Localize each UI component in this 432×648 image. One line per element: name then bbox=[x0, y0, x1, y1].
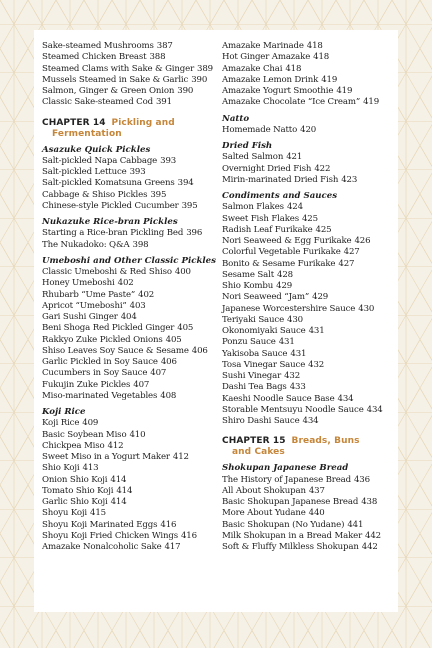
entry-title: Shiso Leaves Soy Sauce & Sesame bbox=[42, 345, 189, 356]
entry-title: Amazake Chai bbox=[222, 63, 283, 74]
entry-page-number: 390 bbox=[177, 86, 194, 96]
toc-entry bbox=[222, 497, 400, 508]
entry-title: Onion Shio Koji bbox=[42, 474, 108, 485]
entry-title: Chickpea Miso bbox=[42, 440, 105, 451]
entry-title: Mussels Steamed in Sake & Garlic bbox=[42, 74, 189, 85]
entry-title: Homemade Natto bbox=[222, 124, 298, 135]
toc-entry bbox=[222, 315, 400, 326]
entry-title: Nori Seaweed & Egg Furikake bbox=[222, 236, 352, 246]
entry-page-number: 387 bbox=[156, 41, 173, 51]
toc-entry bbox=[222, 304, 400, 315]
entry-page-number: 409 bbox=[82, 418, 99, 429]
entry-title: Sweet Miso in a Yogurt Maker bbox=[42, 452, 170, 462]
toc-entry bbox=[222, 247, 400, 258]
toc-entry bbox=[42, 418, 220, 429]
toc-entry bbox=[42, 290, 220, 301]
entry-page-number: 414 bbox=[116, 485, 133, 496]
toc-entry bbox=[222, 41, 400, 52]
entry-title: Basic Soybean Miso bbox=[42, 429, 127, 440]
chapter-heading bbox=[42, 118, 220, 140]
entry-title: Kaeshi Noodle Sauce Base bbox=[222, 393, 335, 404]
toc-entry bbox=[222, 152, 400, 163]
entry-title: Hot Ginger Amazake bbox=[222, 52, 311, 63]
entry-page-number: 395 bbox=[150, 189, 167, 200]
toc-entry bbox=[42, 267, 220, 278]
entry-page-number: 429 bbox=[312, 292, 329, 303]
entry-page-number: 393 bbox=[129, 167, 146, 177]
section-heading: Asazuke Quick Pickles bbox=[42, 144, 151, 155]
entry-page-number: 412 bbox=[172, 452, 189, 462]
entry-page-number: 414 bbox=[110, 497, 127, 507]
toc-entry bbox=[42, 452, 220, 463]
section-heading: Umeboshi and Other Classic Pickles bbox=[42, 255, 216, 266]
entry-page-number: 436 bbox=[353, 474, 370, 485]
entry-title: Amazake Marinade bbox=[222, 41, 304, 51]
entry-page-number: 432 bbox=[284, 371, 301, 381]
entry-page-number: 402 bbox=[117, 278, 134, 289]
toc-entry bbox=[42, 240, 220, 251]
entry-page-number: 431 bbox=[308, 326, 325, 336]
toc-column-right bbox=[222, 41, 400, 553]
toc-entry bbox=[42, 41, 220, 52]
entry-page-number: 410 bbox=[129, 429, 146, 440]
entry-page-number: 432 bbox=[308, 359, 325, 370]
entry-page-number: 433 bbox=[289, 382, 306, 393]
chapter-number: CHAPTER 14 bbox=[42, 117, 106, 128]
entry-page-number: 403 bbox=[129, 300, 146, 311]
toc-entry bbox=[222, 382, 400, 393]
section-heading: Condiments and Sauces bbox=[222, 191, 338, 201]
entry-title: Garlic Shio Koji bbox=[42, 497, 108, 507]
entry-page-number: 442 bbox=[365, 530, 381, 541]
toc-entry bbox=[222, 405, 400, 416]
toc-entry bbox=[222, 326, 400, 337]
entry-page-number: 405 bbox=[177, 323, 194, 334]
entry-page-number: 441 bbox=[347, 519, 364, 530]
entry-page-number: 431 bbox=[290, 348, 307, 359]
entry-title: Shiro Dashi Sauce bbox=[222, 416, 300, 426]
entry-title: The Nukadoko: Q&A bbox=[42, 239, 130, 250]
entry-title: Bonito & Sesame Furikake bbox=[222, 258, 336, 269]
entry-title: Colorful Vegetable Furikake bbox=[222, 247, 341, 258]
toc-entry bbox=[42, 346, 220, 357]
toc-entry bbox=[42, 520, 220, 531]
entry-title: Soft & Fluffy Milkless Shokupan bbox=[222, 542, 359, 552]
toc-entry bbox=[222, 236, 400, 247]
toc-entry bbox=[42, 391, 220, 402]
toc-entry bbox=[222, 416, 400, 427]
entry-title: Tosa Vinegar Sauce bbox=[222, 359, 306, 370]
chapter-title-continued: Fermentation bbox=[52, 128, 122, 139]
toc-entry bbox=[42, 86, 220, 97]
toc-entry bbox=[222, 337, 400, 348]
entry-page-number: 406 bbox=[160, 357, 177, 367]
entry-page-number: 430 bbox=[287, 314, 303, 325]
toc-entry bbox=[222, 164, 400, 175]
section-heading: Shokupan Japanese Bread bbox=[222, 463, 349, 474]
toc-entry bbox=[222, 281, 400, 292]
entry-title: Amazake Yogurt Smoothie bbox=[222, 86, 334, 96]
toc-entry bbox=[222, 520, 400, 531]
toc-entry bbox=[42, 531, 220, 542]
entry-title: Cabbage & Shiso Pickles bbox=[42, 189, 148, 200]
entry-title: Shio Kombu bbox=[222, 281, 274, 291]
entry-page-number: 407 bbox=[150, 368, 167, 379]
section-heading: Natto bbox=[222, 113, 250, 124]
chapter-title: Breads, Buns bbox=[291, 436, 360, 447]
entry-title: Teriyaki Sauce bbox=[222, 314, 285, 325]
toc-entry bbox=[42, 497, 220, 508]
entry-title: All About Shokupan bbox=[222, 485, 306, 496]
entry-page-number: 396 bbox=[186, 228, 203, 239]
toc-entry bbox=[222, 64, 400, 75]
toc-entry bbox=[222, 86, 400, 97]
chapter-title-continued: and Cakes bbox=[232, 447, 285, 458]
toc-entry bbox=[222, 475, 400, 486]
entry-title: Amazake Nonalcoholic Sake bbox=[42, 542, 162, 552]
entry-title: Gari Sushi Ginger bbox=[42, 312, 118, 322]
toc-entry bbox=[42, 357, 220, 368]
toc-entry bbox=[222, 214, 400, 225]
section-heading: Dried Fish bbox=[222, 141, 273, 151]
entry-page-number: 423 bbox=[341, 174, 358, 185]
entry-page-number: 426 bbox=[354, 236, 371, 246]
entry-page-number: 402 bbox=[138, 289, 155, 300]
entry-title: Japanese Worcestershire Sauce bbox=[222, 303, 356, 314]
entry-page-number: 431 bbox=[278, 337, 295, 348]
entry-page-number: 427 bbox=[343, 247, 360, 258]
toc-entry bbox=[42, 178, 220, 189]
entry-page-number: 421 bbox=[286, 152, 303, 163]
chapter-heading bbox=[222, 436, 400, 458]
section-heading: Koji Rice bbox=[42, 407, 86, 417]
entry-title: Chinese-style Pickled Cucumber bbox=[42, 200, 179, 211]
toc-entry bbox=[222, 486, 400, 497]
entry-title: Salmon, Ginger & Green Onion bbox=[42, 86, 175, 96]
toc-entry bbox=[42, 97, 220, 108]
entry-page-number: 419 bbox=[363, 97, 380, 108]
entry-page-number: 394 bbox=[177, 178, 194, 189]
toc-entry bbox=[42, 156, 220, 167]
chapter-title: Pickling and bbox=[111, 117, 175, 128]
entry-title: Nori Seaweed “Jam” bbox=[222, 292, 310, 303]
entry-page-number: 395 bbox=[181, 200, 198, 211]
entry-page-number: 406 bbox=[191, 345, 208, 356]
entry-page-number: 420 bbox=[300, 124, 317, 135]
entry-page-number: 388 bbox=[149, 52, 166, 63]
toc-entry bbox=[42, 475, 220, 486]
entry-title: Miso-marinated Vegetables bbox=[42, 390, 158, 401]
toc-entry bbox=[42, 508, 220, 519]
entry-page-number: 418 bbox=[285, 63, 302, 74]
entry-page-number: 408 bbox=[160, 390, 177, 401]
toc-entry bbox=[42, 64, 220, 75]
entry-page-number: 425 bbox=[315, 224, 332, 235]
entry-title: Salt-pickled Lettuce bbox=[42, 167, 127, 177]
entry-page-number: 429 bbox=[276, 281, 293, 291]
entry-title: Storable Mentsuyu Noodle Sauce bbox=[222, 404, 364, 415]
entry-page-number: 415 bbox=[90, 508, 106, 519]
entry-page-number: 425 bbox=[301, 213, 318, 224]
entry-page-number: 428 bbox=[277, 269, 293, 280]
toc-entry bbox=[222, 508, 400, 519]
toc-entry bbox=[42, 542, 220, 553]
entry-title: More About Yudane bbox=[222, 508, 306, 519]
entry-title: Steamed Clams with Sake & Ginger bbox=[42, 63, 195, 74]
entry-page-number: 418 bbox=[313, 52, 330, 63]
entry-page-number: 427 bbox=[338, 258, 355, 269]
entry-title: Sushi Vinegar bbox=[222, 371, 282, 381]
toc-entry bbox=[42, 312, 220, 323]
entry-title: Sesame Salt bbox=[222, 269, 275, 280]
toc-entry bbox=[222, 202, 400, 213]
entry-page-number: 413 bbox=[82, 463, 99, 474]
entry-title: Amazake Lemon Drink bbox=[222, 74, 319, 85]
entry-title: Honey Umeboshi bbox=[42, 278, 115, 289]
entry-title: Tomato Shio Koji bbox=[42, 485, 114, 496]
entry-title: Sweet Fish Flakes bbox=[222, 213, 299, 224]
toc-entry bbox=[222, 125, 400, 136]
toc-entry bbox=[222, 542, 400, 553]
entry-page-number: 400 bbox=[174, 267, 191, 277]
entry-page-number: 416 bbox=[160, 519, 177, 530]
chapter-number: CHAPTER 15 bbox=[222, 436, 286, 447]
toc-entry bbox=[42, 167, 220, 178]
toc-entry bbox=[42, 201, 220, 212]
entry-title: Beni Shoga Red Pickled Ginger bbox=[42, 323, 175, 334]
toc-entry bbox=[222, 259, 400, 270]
entry-title: Radish Leaf Furikake bbox=[222, 224, 313, 235]
entry-title: Apricot “Umeboshi” bbox=[42, 300, 127, 311]
entry-page-number: 440 bbox=[308, 508, 325, 519]
entry-title: Mirin-marinated Dried Fish bbox=[222, 174, 339, 185]
entry-page-number: 434 bbox=[337, 393, 354, 404]
toc-entry bbox=[222, 270, 400, 281]
entry-page-number: 417 bbox=[164, 542, 181, 552]
entry-page-number: 438 bbox=[361, 497, 378, 507]
entry-page-number: 416 bbox=[180, 530, 197, 541]
toc-entry bbox=[42, 323, 220, 334]
entry-title: Starting a Rice-bran Pickling Bed bbox=[42, 228, 184, 239]
toc-entry bbox=[42, 75, 220, 86]
toc-entry bbox=[42, 486, 220, 497]
entry-title: Garlic Pickled in Soy Sauce bbox=[42, 357, 158, 367]
toc-entry bbox=[42, 335, 220, 346]
entry-title: Shoyu Koji Fried Chicken Wings bbox=[42, 530, 178, 541]
toc-entry bbox=[222, 175, 400, 186]
toc-entry bbox=[222, 52, 400, 63]
entry-title: Okonomiyaki Sauce bbox=[222, 326, 306, 336]
toc-entry bbox=[42, 52, 220, 63]
toc-entry bbox=[222, 371, 400, 382]
toc-entry bbox=[222, 360, 400, 371]
toc-entry bbox=[222, 225, 400, 236]
entry-page-number: 434 bbox=[302, 416, 319, 426]
entry-title: Salmon Flakes bbox=[222, 202, 284, 213]
entry-page-number: 404 bbox=[120, 312, 137, 322]
section-heading: Nukazuke Rice-bran Pickles bbox=[42, 217, 178, 227]
entry-page-number: 407 bbox=[133, 379, 150, 390]
toc-entry bbox=[42, 228, 220, 239]
entry-title: Dashi Tea Bags bbox=[222, 382, 287, 393]
entry-page-number: 393 bbox=[160, 155, 177, 166]
entry-title: Salt-pickled Komatsuna Greens bbox=[42, 178, 175, 189]
entry-title: Basic Shokupan (No Yudane) bbox=[222, 519, 345, 530]
entry-page-number: 422 bbox=[314, 163, 331, 174]
entry-title: Ponzu Sauce bbox=[222, 337, 276, 348]
toc-entry bbox=[222, 292, 400, 303]
toc-entry bbox=[222, 394, 400, 405]
toc-entry bbox=[42, 278, 220, 289]
entry-page-number: 442 bbox=[361, 542, 378, 552]
toc-entry bbox=[42, 190, 220, 201]
entry-title: Shoyu Koji Marinated Eggs bbox=[42, 519, 158, 530]
entry-title: Salted Salmon bbox=[222, 152, 284, 163]
entry-page-number: 414 bbox=[110, 474, 127, 485]
toc-entry bbox=[222, 75, 400, 86]
toc-entry bbox=[42, 380, 220, 391]
toc-column-left bbox=[42, 41, 220, 553]
entry-title: Amazake Chocolate “Ice Cream” bbox=[222, 97, 361, 108]
entry-title: Steamed Chicken Breast bbox=[42, 52, 147, 63]
toc-entry bbox=[222, 349, 400, 360]
entry-title: Sake-steamed Mushrooms bbox=[42, 41, 154, 51]
entry-page-number: 391 bbox=[155, 97, 172, 108]
entry-page-number: 434 bbox=[366, 404, 383, 415]
entry-title: Yakisoba Sauce bbox=[222, 348, 288, 359]
entry-title: Classic Umeboshi & Red Shiso bbox=[42, 267, 172, 277]
toc-entry bbox=[222, 531, 400, 542]
entry-title: The History of Japanese Bread bbox=[222, 474, 351, 485]
entry-title: Salt-pickled Napa Cabbage bbox=[42, 155, 158, 166]
entry-page-number: 424 bbox=[286, 202, 303, 213]
toc-entry bbox=[222, 97, 400, 108]
entry-title: Cucumbers in Soy Sauce bbox=[42, 368, 148, 379]
entry-page-number: 398 bbox=[132, 239, 149, 250]
toc-entry bbox=[42, 463, 220, 474]
entry-page-number: 412 bbox=[107, 440, 124, 451]
toc-entry bbox=[42, 430, 220, 441]
entry-title: Shoyu Koji bbox=[42, 508, 87, 519]
entry-page-number: 419 bbox=[336, 86, 353, 96]
toc-entry bbox=[42, 301, 220, 312]
entry-page-number: 430 bbox=[358, 303, 375, 314]
entry-title: Koji Rice bbox=[42, 418, 80, 429]
entry-page-number: 419 bbox=[321, 74, 338, 85]
entry-page-number: 437 bbox=[308, 485, 325, 496]
entry-title: Classic Sake-steamed Cod bbox=[42, 97, 153, 108]
toc-entry bbox=[42, 441, 220, 452]
entry-title: Milk Shokupan in a Bread Maker bbox=[222, 530, 363, 541]
entry-title: Rakkyo Zuke Pickled Onions bbox=[42, 334, 163, 345]
entry-title: Overnight Dried Fish bbox=[222, 163, 312, 174]
toc-entry bbox=[42, 368, 220, 379]
entry-title: Fukujin Zuke Pickles bbox=[42, 379, 131, 390]
entry-page-number: 390 bbox=[191, 74, 208, 85]
entry-title: Basic Shokupan Japanese Bread bbox=[222, 497, 359, 507]
toc-panel bbox=[34, 30, 398, 612]
entry-page-number: 418 bbox=[306, 41, 323, 51]
entry-page-number: 405 bbox=[165, 334, 182, 345]
entry-title: Shio Koji bbox=[42, 463, 80, 474]
entry-page-number: 389 bbox=[197, 63, 213, 74]
entry-title: Rhubarb “Ume Paste” bbox=[42, 289, 136, 300]
